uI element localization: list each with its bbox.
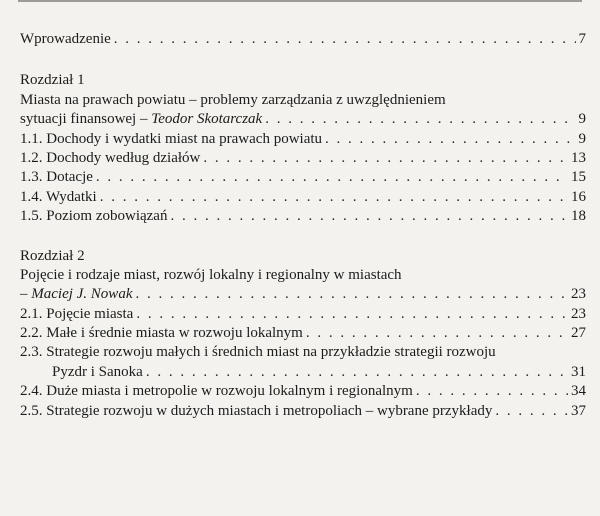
page-number: 15 <box>571 169 586 186</box>
toc-entry-intro[interactable] <box>20 30 586 49</box>
toc-entry-1-3[interactable] <box>20 168 586 187</box>
page-number: 13 <box>571 149 586 166</box>
page-number: 16 <box>571 188 586 205</box>
toc-entry-1-5[interactable] <box>20 207 586 226</box>
chapter-1-label: Rozdział 1 <box>20 72 85 89</box>
top-rule <box>18 0 582 2</box>
page-number: 9 <box>578 130 586 147</box>
chapter-1-title-line1[interactable]: Miasta na prawach powiatu – problemy zarządzania z uwzględnieniem <box>20 91 446 108</box>
dot-leader <box>495 402 568 421</box>
page-number: 31 <box>571 363 586 380</box>
table-of-contents <box>20 30 586 421</box>
entry-title: 2.5. Strategie rozwoju w dużych miastach i metropoliach – wybrane przykłady <box>20 402 493 419</box>
toc-entry-1-1[interactable] <box>20 130 586 149</box>
entry-title <box>20 110 262 129</box>
entry-title: Wprowadzenie <box>20 31 111 47</box>
dot-leader <box>135 285 568 304</box>
chapter-author: Maciej J. Nowak <box>31 286 133 303</box>
entry-title: 1.3. Dotacje <box>20 169 93 186</box>
entry-title: 2.1. Pojęcie miasta <box>20 305 134 322</box>
toc-entry-2-3-line2[interactable] <box>20 363 586 382</box>
chapter-2-label: Rozdział 2 <box>20 247 85 264</box>
toc-entry-2-3-line1[interactable]: 2.3. Strategie rozwoju małych i średnich miast na przykładzie strategii rozwoju <box>20 344 496 361</box>
dot-leader <box>136 305 568 324</box>
dot-leader <box>100 188 568 207</box>
entry-title: 2.4. Duże miasta i metropolie w rozwoju lokalnym i regionalnym <box>20 383 413 400</box>
title-text: – <box>20 286 32 303</box>
toc-entry-2-5[interactable] <box>20 402 586 421</box>
dot-leader <box>170 207 568 226</box>
toc-entry-2-1[interactable] <box>20 305 586 324</box>
dot-leader <box>146 363 568 382</box>
dot-leader <box>416 382 568 401</box>
toc-entry-1-4[interactable] <box>20 188 586 207</box>
dot-leader <box>265 110 575 129</box>
dot-leader <box>96 168 568 187</box>
entry-title: 1.2. Dochody według działów <box>20 149 201 166</box>
chapter-1-title-line2[interactable] <box>20 110 586 129</box>
chapter-2-title-line2[interactable] <box>20 285 586 304</box>
page-number: 27 <box>571 325 586 342</box>
entry-title <box>20 285 132 304</box>
entry-title: 1.1. Dochody i wydatki miast na prawach powiatu <box>20 130 323 147</box>
toc-entry-2-2[interactable] <box>20 324 586 343</box>
dot-leader <box>114 30 576 49</box>
dot-leader <box>325 130 575 149</box>
page-number: 9 <box>578 111 586 128</box>
chapter-2-title-line1[interactable]: Pojęcie i rodzaje miast, rozwój lokalny i regionalny w miastach <box>20 266 402 283</box>
entry-title: 2.2. Małe i średnie miasta w rozwoju lokalnym <box>20 325 303 342</box>
entry-title: Pyzdr i Sanoka <box>52 363 143 380</box>
toc-entry-2-4[interactable] <box>20 382 586 401</box>
dot-leader <box>203 149 568 168</box>
page-number: 7 <box>578 31 586 47</box>
dot-leader <box>306 324 568 343</box>
toc-entry-1-2[interactable] <box>20 149 586 168</box>
page-number: 23 <box>571 305 586 322</box>
page-number: 23 <box>571 286 586 303</box>
page-number: 18 <box>571 208 586 225</box>
entry-title: 1.4. Wydatki <box>20 188 97 205</box>
page-number: 34 <box>571 383 586 400</box>
chapter-author: Teodor Skotarczak <box>151 111 263 128</box>
page-number: 37 <box>571 402 586 419</box>
entry-title: 1.5. Poziom zobowiązań <box>20 208 168 225</box>
title-text: sytuacji finansowej – <box>20 111 152 128</box>
